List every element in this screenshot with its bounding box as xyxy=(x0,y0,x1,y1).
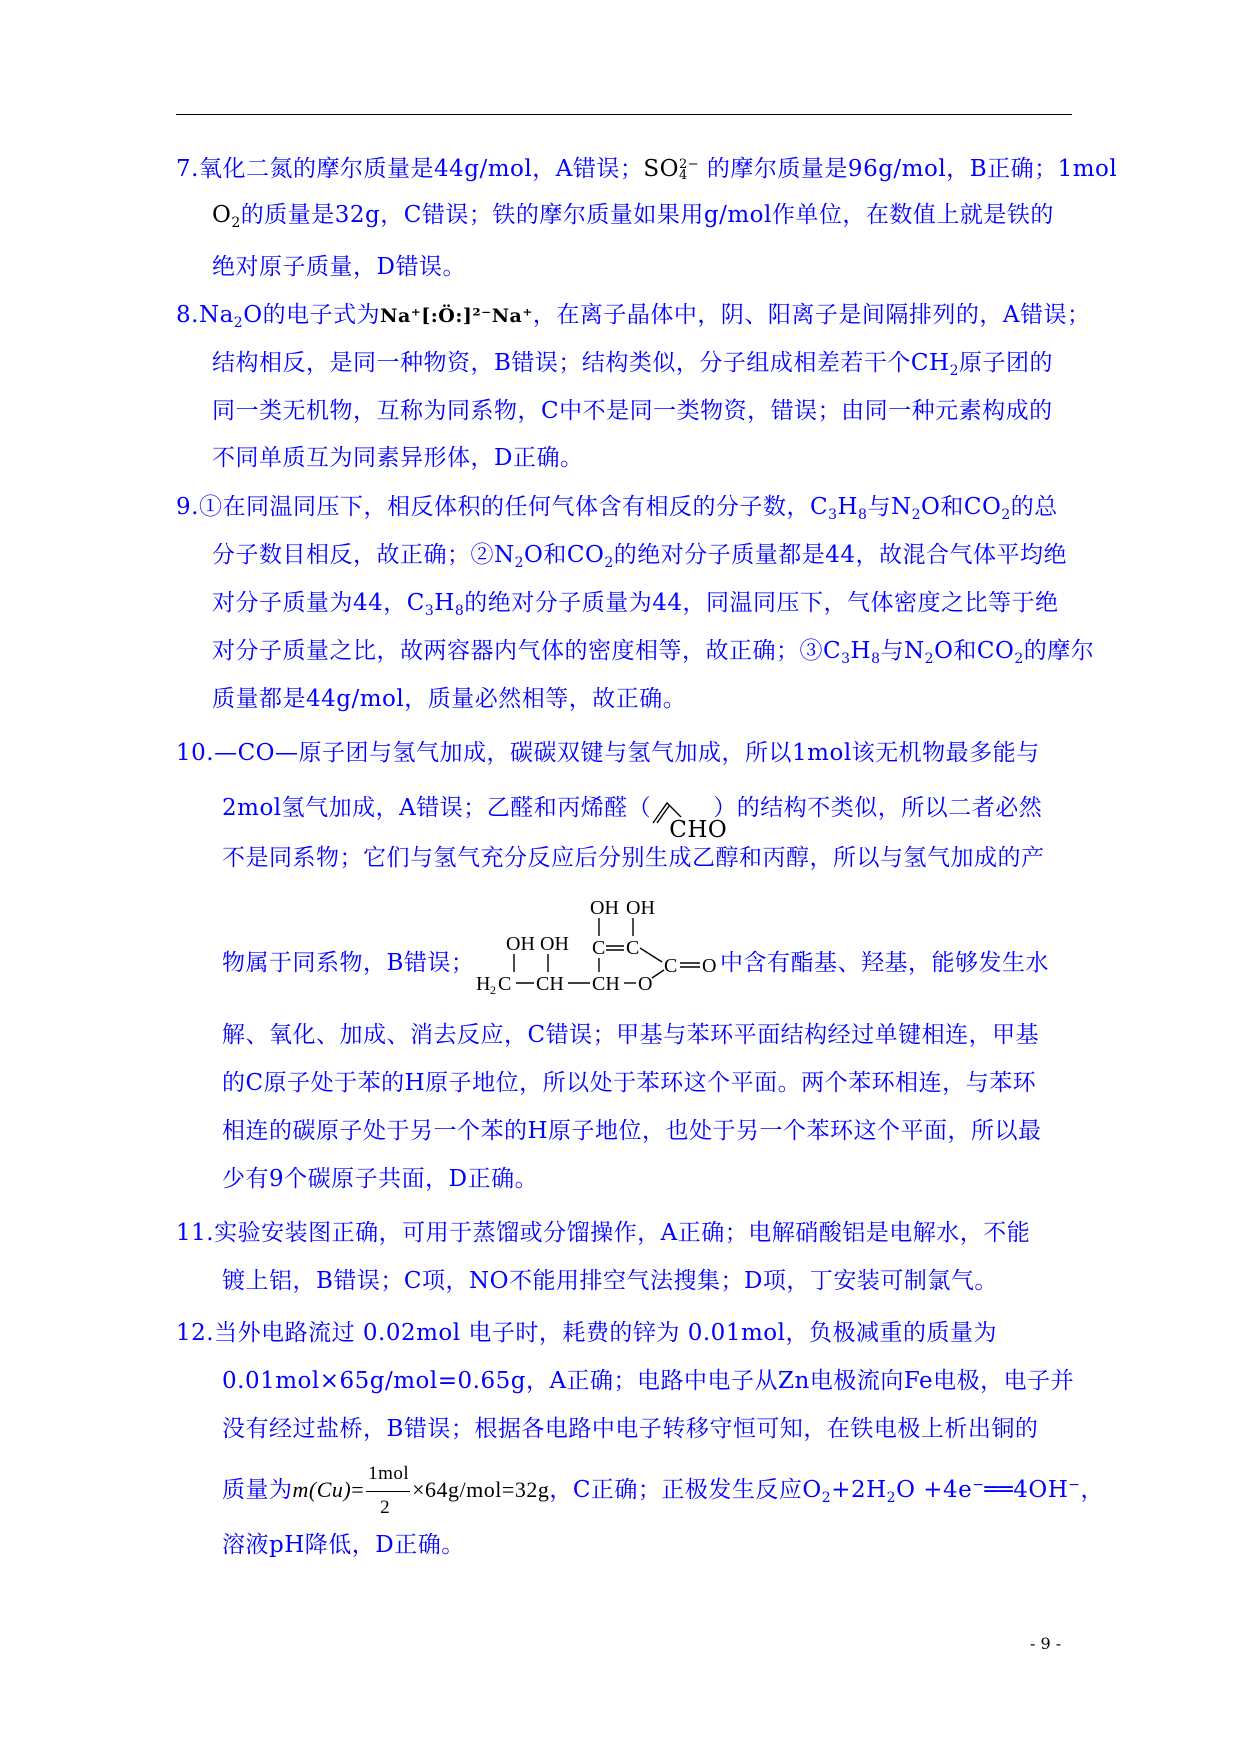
answer-11-number: 11. xyxy=(176,1220,215,1246)
text: 2 xyxy=(604,555,614,571)
text: − xyxy=(972,1477,985,1493)
text: 2 xyxy=(1001,507,1011,523)
text: 2 xyxy=(380,1496,391,1518)
ascorbic-acid-structure xyxy=(468,890,724,1000)
text: 8 xyxy=(858,507,868,523)
answer-9-line-5: 质量都是44g/mol，质量必然相等，故正确。 xyxy=(212,686,687,712)
answer-12-line-3: 没有经过盐桥，B错误；根据各电路中电子转移守恒可知，在铁电极上析出铜的 xyxy=(222,1416,1039,1442)
text: 2 xyxy=(231,215,241,231)
ch2-h: H xyxy=(476,973,491,995)
ring-c-1: C xyxy=(592,937,606,959)
text: +2H xyxy=(831,1477,887,1503)
text: 2− xyxy=(678,157,700,172)
text: 2 xyxy=(949,363,959,379)
ch2-sub: 2 xyxy=(490,983,496,997)
text: O和CO xyxy=(524,542,605,568)
answer-9-line-4 xyxy=(212,636,1094,674)
answer-10-line-1 xyxy=(176,738,1040,768)
text: = xyxy=(501,1477,515,1502)
text: 8 xyxy=(871,651,881,667)
text: 2 xyxy=(886,1490,897,1506)
text: H xyxy=(850,638,872,664)
text: 1mol xyxy=(368,1462,410,1484)
text: 原子团的 xyxy=(958,350,1053,376)
text: 的摩尔质量是96g/mol，B正确；1mol xyxy=(699,156,1118,182)
answer-12-line-2: 0.01mol×65g/mol=0.65g，A正确；电路中电子从Zn电极流向Fe电极，电子并 xyxy=(222,1368,1075,1394)
oh-label-4: OH xyxy=(540,933,569,955)
text: 的绝对分子质量为44，同温同压下，气体密度之比等于绝 xyxy=(464,590,1059,616)
answer-9-number: 9. xyxy=(176,494,199,520)
text: ，在离子晶体中，阴、阳离子是间隔排列的，A错误； xyxy=(532,302,1091,328)
text: 对分子质量为44，C xyxy=(212,590,425,616)
answer-10-line-4b: 中含有酯基、羟基，能够发生水 xyxy=(720,950,1049,976)
ch-label-2: CH xyxy=(592,973,620,995)
answer-10-line-7: 相连的碳原子处于另一个苯的H原子地位，也处于另一个苯环这个平面，所以最 xyxy=(222,1118,1042,1144)
text: 的总 xyxy=(1010,494,1058,520)
text: ， xyxy=(1080,1477,1104,1503)
text: O和CO xyxy=(934,638,1015,664)
na2o-electron-formula: Na⁺[:Ö:]²⁻Na⁺ xyxy=(380,305,533,327)
text: 2mol氢气加成，A错误；乙醛和丙烯醛（ xyxy=(222,795,652,821)
answer-10-line-8: 少有9个碳原子共面，D正确。 xyxy=(222,1166,539,1192)
answer-7-line-1 xyxy=(176,154,1117,184)
text: H xyxy=(434,590,455,616)
answer-12-line-4 xyxy=(222,1462,1104,1518)
text: 当外电路流过 0.02mol 电子时，耗费的锌为 0.01mol，负极减重的质量为 xyxy=(214,1320,997,1346)
text: H xyxy=(837,494,859,520)
text: O和CO xyxy=(921,494,1002,520)
answer-12-line-1 xyxy=(176,1318,997,1348)
text: O +4e xyxy=(896,1477,973,1503)
text: 氧化二氮的摩尔质量是44g/mol，A错误； xyxy=(198,156,644,182)
text: ）的结构不类似，所以二者必然 xyxy=(713,795,1043,821)
answer-10-line-2 xyxy=(222,793,1043,843)
text: CHO xyxy=(669,817,728,843)
answer-8-line-2 xyxy=(212,348,1053,386)
answer-9-line-3 xyxy=(212,588,1059,626)
answer-8-line-4: 不同单质互为同素异形体，D正确。 xyxy=(212,445,584,471)
oh-label-3: OH xyxy=(506,933,535,955)
text: 结构相反，是同一种物资，B错误；结构类似，分子组成相差若干个CH xyxy=(212,350,950,376)
line xyxy=(652,970,664,978)
text: 2 xyxy=(911,507,922,523)
fraction xyxy=(364,1462,412,1518)
text: 的摩尔 xyxy=(1023,638,1095,664)
text: ，C正确；正极发生反应O xyxy=(549,1477,822,1503)
carbonyl-c: C xyxy=(664,955,678,977)
ring-o: O xyxy=(638,973,653,995)
ring-c-2: C xyxy=(626,937,640,959)
text: 3 xyxy=(828,507,838,523)
text: 对分子质量之比，故两容器内气体的密度相等，故正确；③C xyxy=(212,638,842,664)
answer-8-number: 8. xyxy=(176,302,199,328)
answer-7-line-3: 绝对原子质量，D错误。 xyxy=(212,254,466,280)
answer-11-line-1 xyxy=(176,1218,1030,1248)
text: —CO—原子团与氢气加成，碳碳双键与氢气加成，所以1mol该无机物最多能与 xyxy=(214,740,1040,766)
text: 2 xyxy=(1014,651,1024,667)
text: = xyxy=(351,1477,365,1502)
text: 质量为 xyxy=(222,1477,293,1503)
text: O的电子式为 xyxy=(243,302,381,328)
text: 2 xyxy=(821,1490,832,1506)
text: − xyxy=(1068,1477,1081,1493)
text: 4 xyxy=(678,168,688,183)
text: O xyxy=(212,202,232,228)
answer-10-line-3: 不是同系物；它们与氢气充分反应后分别生成乙醇和丙醇，所以与氢气加成的产 xyxy=(222,845,1045,871)
answer-10-line-5: 解、氧化、加成、消去反应，C错误；甲基与苯环平面结构经过单键相连，甲基 xyxy=(222,1022,1040,1048)
page-number: - 9 - xyxy=(1030,1634,1062,1653)
answer-12-number: 12. xyxy=(176,1320,215,1346)
oh-label-1: OH xyxy=(590,897,619,919)
answer-9-line-2 xyxy=(212,540,1067,578)
ch2-c: C xyxy=(498,973,512,995)
text: 的质量是32g，C错误；铁的摩尔质量如果用g/mol作单位，在数值上就是铁的 xyxy=(240,202,1054,228)
text: 2 xyxy=(924,651,935,667)
text: ══4OH xyxy=(984,1477,1069,1503)
text: ①在同温同压下，相反体积的任何气体含有相反的分子数，C xyxy=(198,494,829,520)
text: 32g xyxy=(514,1477,550,1502)
carbonyl-o: O xyxy=(702,955,717,977)
text: 物属于同系物，B错误； xyxy=(222,950,475,976)
text: SO xyxy=(643,156,679,182)
answer-10-number: 10. xyxy=(176,740,215,766)
answer-7-line-2 xyxy=(212,200,1054,238)
text: 3 xyxy=(424,603,435,619)
text: ×64g/mol xyxy=(412,1477,502,1502)
answer-10-line-6: 的C原子处于苯的H原子地位，所以处于苯环这个平面。两个苯环相连，与苯环 xyxy=(222,1070,1037,1096)
oh-label-2: OH xyxy=(626,897,655,919)
so4-formula xyxy=(643,156,699,182)
i: m(Cu) xyxy=(292,1477,352,1502)
header-rule xyxy=(176,114,1072,115)
answer-8-line-1 xyxy=(176,300,1091,338)
fraction-bar xyxy=(366,1491,410,1492)
answer-9-line-1 xyxy=(176,492,1058,530)
answer-12-line-5: 溶液pH降低，D正确。 xyxy=(222,1532,465,1558)
text: 与N xyxy=(867,494,912,520)
text: Na xyxy=(198,302,234,328)
line xyxy=(640,948,662,962)
answer-8-line-3: 同一类无机物，互称为同系物，C中不是同一类物资，错误；由同一种元素构成的 xyxy=(212,398,1053,424)
answer-10-line-4 xyxy=(222,948,474,978)
text: 实验安装图正确，可用于蒸馏或分馏操作，A正确；电解硝酸铝是电解水，不能 xyxy=(214,1220,1031,1246)
ch-label-1: CH xyxy=(536,973,564,995)
text: 3 xyxy=(841,651,851,667)
text: 8 xyxy=(454,603,465,619)
answer-7-number: 7. xyxy=(176,156,199,182)
text: 2 xyxy=(233,315,244,331)
text: 的绝对分子质量都是44，故混合气体平均绝 xyxy=(613,542,1068,568)
text: 分子数目相反，故正确；②N xyxy=(212,542,515,568)
text: 与N xyxy=(880,638,925,664)
mass-equation xyxy=(292,1462,550,1518)
answer-11-line-2: 镀上铝，B错误；C项，NO不能用排空气法搜集；D项，丁安装可制氯气。 xyxy=(222,1268,998,1294)
text: 2 xyxy=(514,555,525,571)
